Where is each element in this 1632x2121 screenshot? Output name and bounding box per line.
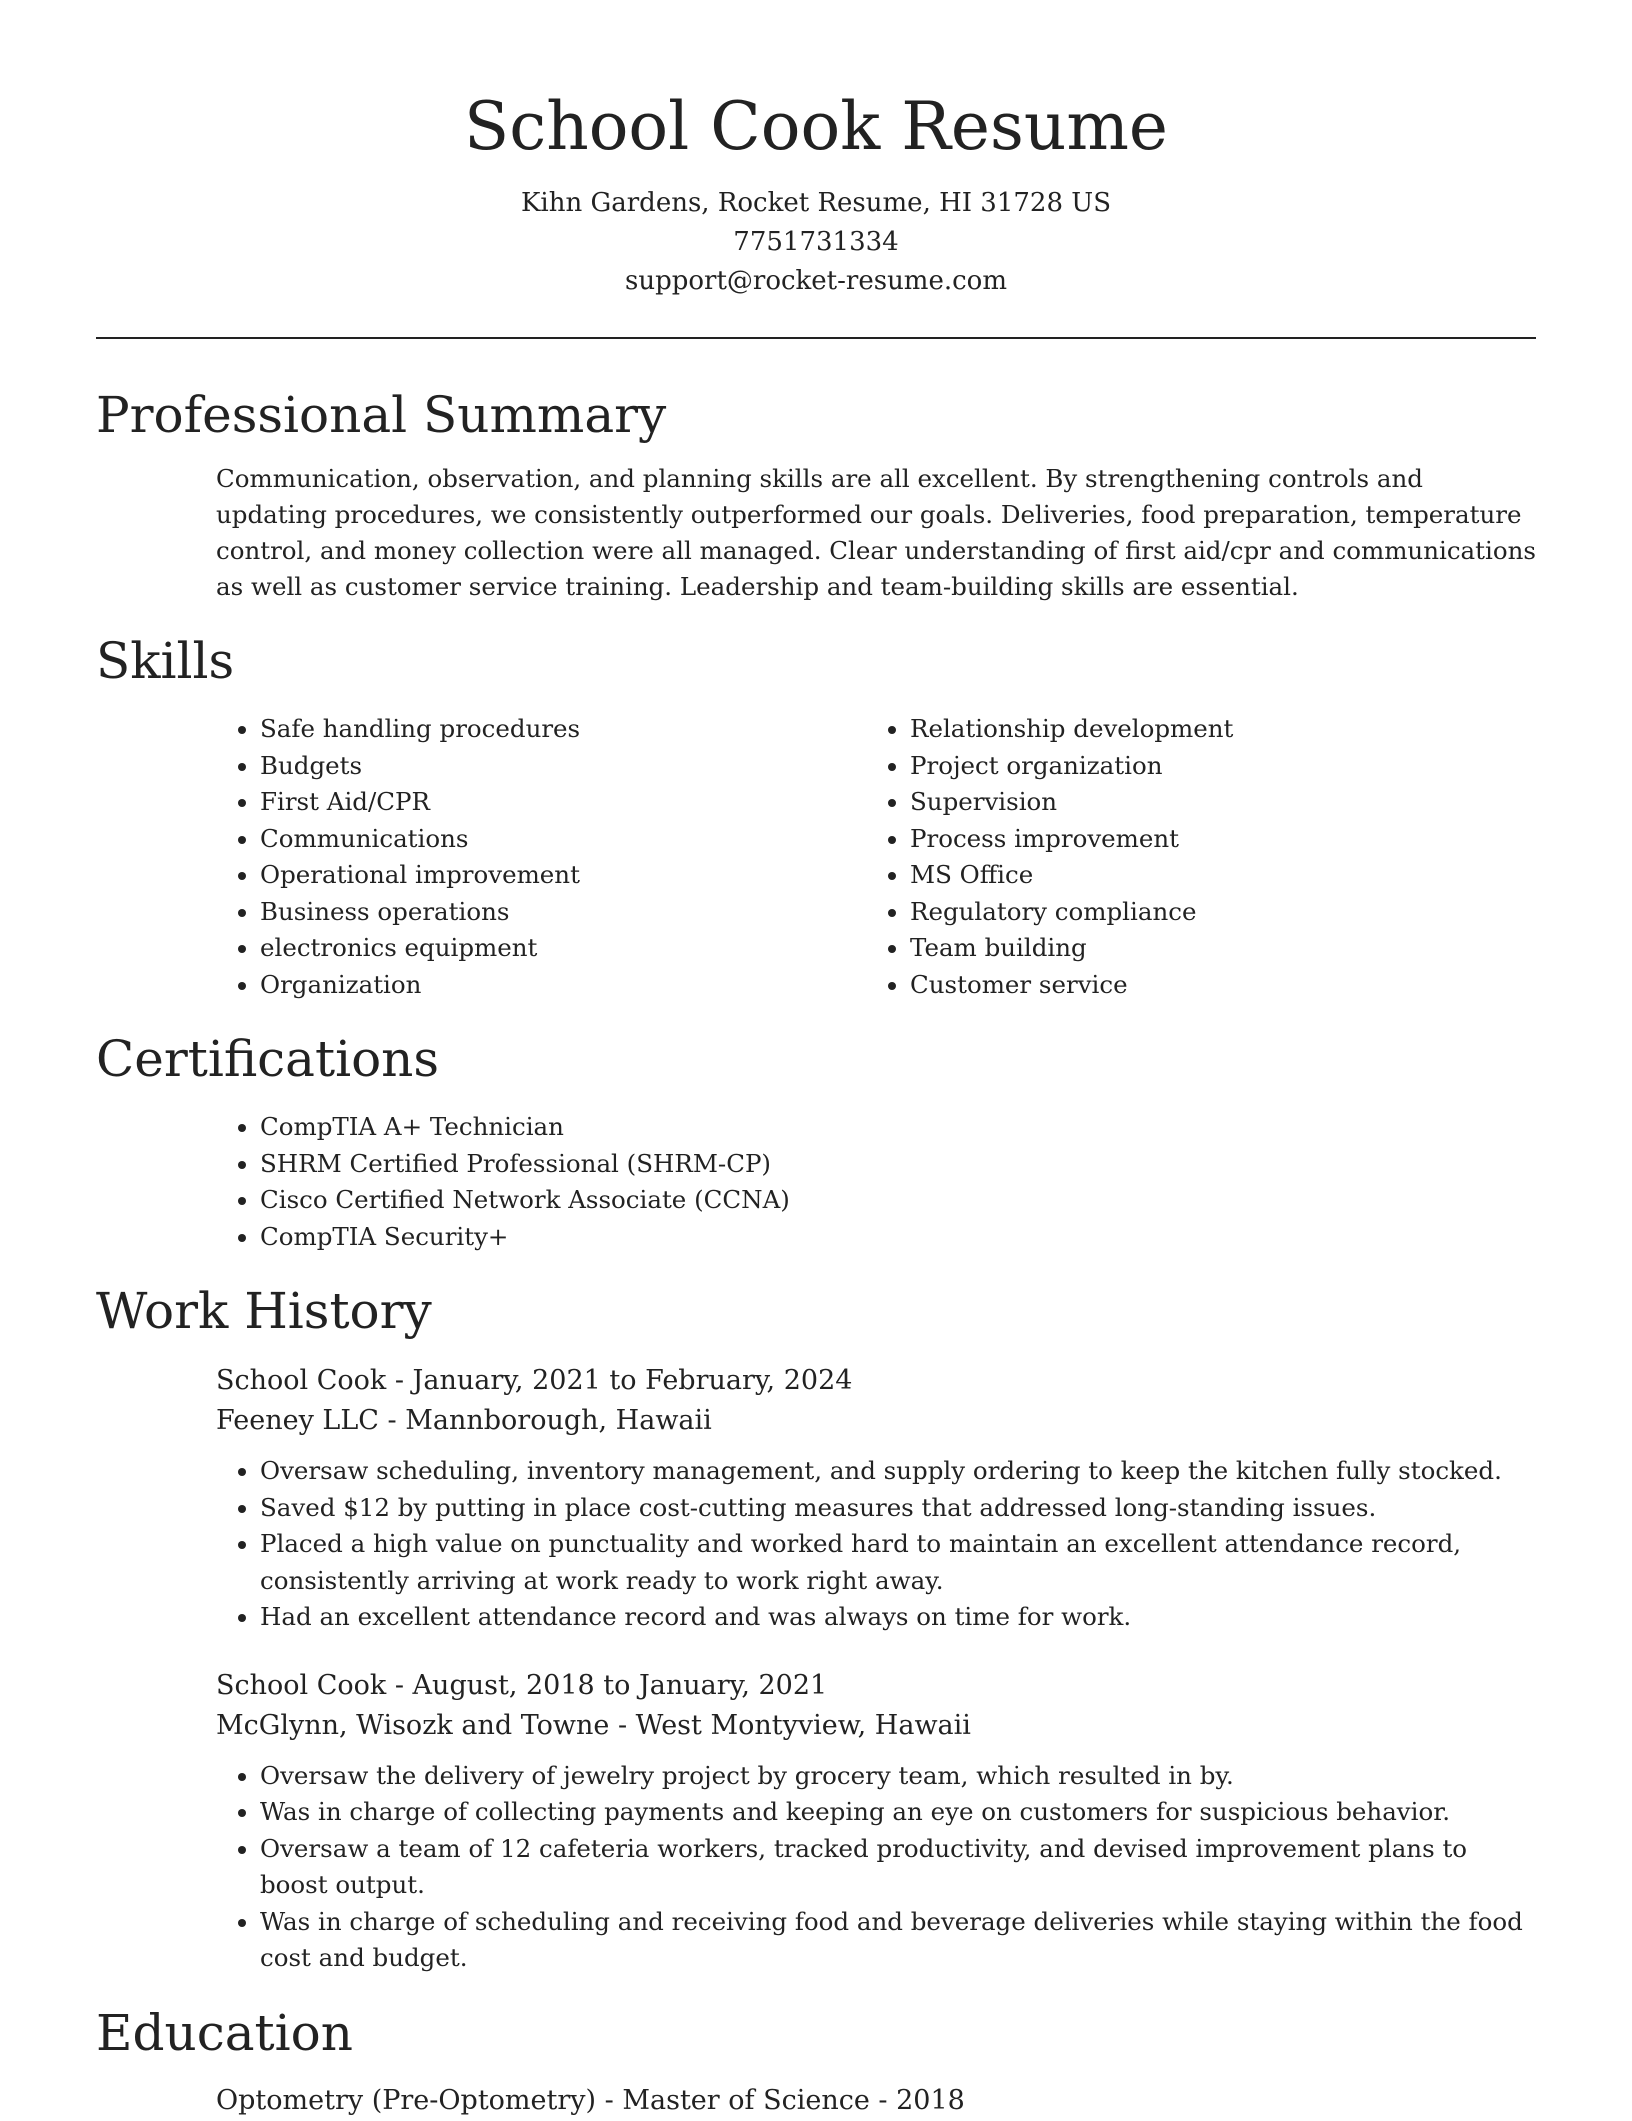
job-bullets [216, 1758, 1536, 1977]
resume-header [96, 0, 1536, 301]
skills-list-right [866, 711, 1516, 1003]
list-item: • Business operations [260, 894, 866, 931]
job-company: McGlynn, Wisozk and Towne - West Montyview, Hawaii [216, 1709, 971, 1741]
list-item: • Had an excellent attendance record and was always on time for work. [260, 1599, 1536, 1636]
job-entry [96, 1361, 1536, 1636]
certifications-block [96, 1109, 1536, 1255]
list-item: • Supervision [910, 784, 1516, 821]
certifications-list [216, 1109, 1536, 1255]
list-item: • Communications [260, 821, 866, 858]
certifications-section [96, 1027, 1536, 1255]
skills-section [96, 629, 1536, 1003]
list-item: • electronics equipment [260, 930, 866, 967]
list-item: • Was in charge of collecting payments and keeping an eye on customers for suspicious behavior. [260, 1794, 1536, 1831]
contact-phone: 7751731334 [733, 227, 899, 257]
contact-block [96, 184, 1536, 301]
summary-text: Communication, observation, and planning skills are all excellent. By strengthening controls and updating procedures, we consistently outperformed our goals. Deliveries, food preparation, temperature control, and money collection were all managed. Clear understanding of first aid/cpr and communications as well as customer service training. Leadership and team-building skills are essential. [216, 464, 1536, 601]
list-item: • First Aid/CPR [260, 784, 866, 821]
list-item: • Process improvement [910, 821, 1516, 858]
education-section [96, 2001, 1536, 2121]
contact-address: Kihn Gardens, Rocket Resume, HI 31728 US [520, 188, 1111, 218]
list-item: • Operational improvement [260, 857, 866, 894]
list-item: • Placed a high value on punctuality and worked hard to maintain an excellent attendance record, consistently arriving at work ready to work right away. [260, 1526, 1536, 1599]
list-item: • CompTIA A+ Technician [260, 1109, 1536, 1146]
work-history-section [96, 1279, 1536, 1977]
summary-section [96, 383, 1536, 605]
header-divider [96, 337, 1536, 339]
list-item: • Was in charge of scheduling and receiving food and beverage deliveries while staying within the food cost and budget. [260, 1904, 1536, 1977]
contact-email: support@rocket-resume.com [624, 266, 1007, 296]
education-entry: Optometry (Pre-Optometry) - Master of Science - 2018 [216, 2084, 965, 2116]
list-item: • Cisco Certified Network Associate (CCNA) [260, 1182, 1536, 1219]
education-heading: Education [96, 2003, 353, 2062]
list-item: • Regulatory compliance [910, 894, 1516, 931]
list-item: • MS Office [910, 857, 1516, 894]
list-item: • Oversaw the delivery of jewelry project by grocery team, which resulted in by. [260, 1758, 1536, 1795]
job-bullets [216, 1453, 1536, 1636]
list-item: • Relationship development [910, 711, 1516, 748]
summary-heading: Professional Summary [96, 386, 667, 444]
skills-column-right [866, 711, 1516, 1003]
list-item: • SHRM Certified Professional (SHRM-CP) [260, 1146, 1536, 1183]
skills-column-left [216, 711, 866, 1003]
list-item: • Safe handling procedures [260, 711, 866, 748]
list-item: • Customer service [910, 967, 1516, 1004]
list-item: • Team building [910, 930, 1516, 967]
list-item: • Saved $12 by putting in place cost-cutting measures that addressed long-standing issues. [260, 1490, 1536, 1527]
job-entry [96, 1666, 1536, 1977]
resume-title: School Cook Resume [464, 88, 1168, 165]
job-title: School Cook - January, 2021 to February, 2024 [216, 1365, 853, 1396]
certifications-heading: Certifications [96, 1030, 440, 1088]
job-company: Feeney LLC - Mannborough, Hawaii [216, 1405, 712, 1436]
work-history-heading: Work History [96, 1282, 432, 1340]
skills-heading: Skills [96, 632, 235, 690]
list-item: • Oversaw scheduling, inventory management, and supply ordering to keep the kitchen fully stocked. [260, 1453, 1536, 1490]
list-item: • Oversaw a team of 12 cafeteria workers, tracked productivity, and devised improvement plans to boost output. [260, 1831, 1536, 1904]
skills-columns [96, 711, 1536, 1003]
list-item: • Budgets [260, 748, 866, 785]
list-item: • Organization [260, 967, 866, 1004]
job-title: School Cook - August, 2018 to January, 2021 [216, 1669, 828, 1701]
skills-list-left [216, 711, 866, 1003]
list-item: • Project organization [910, 748, 1516, 785]
list-item: • CompTIA Security+ [260, 1219, 1536, 1256]
